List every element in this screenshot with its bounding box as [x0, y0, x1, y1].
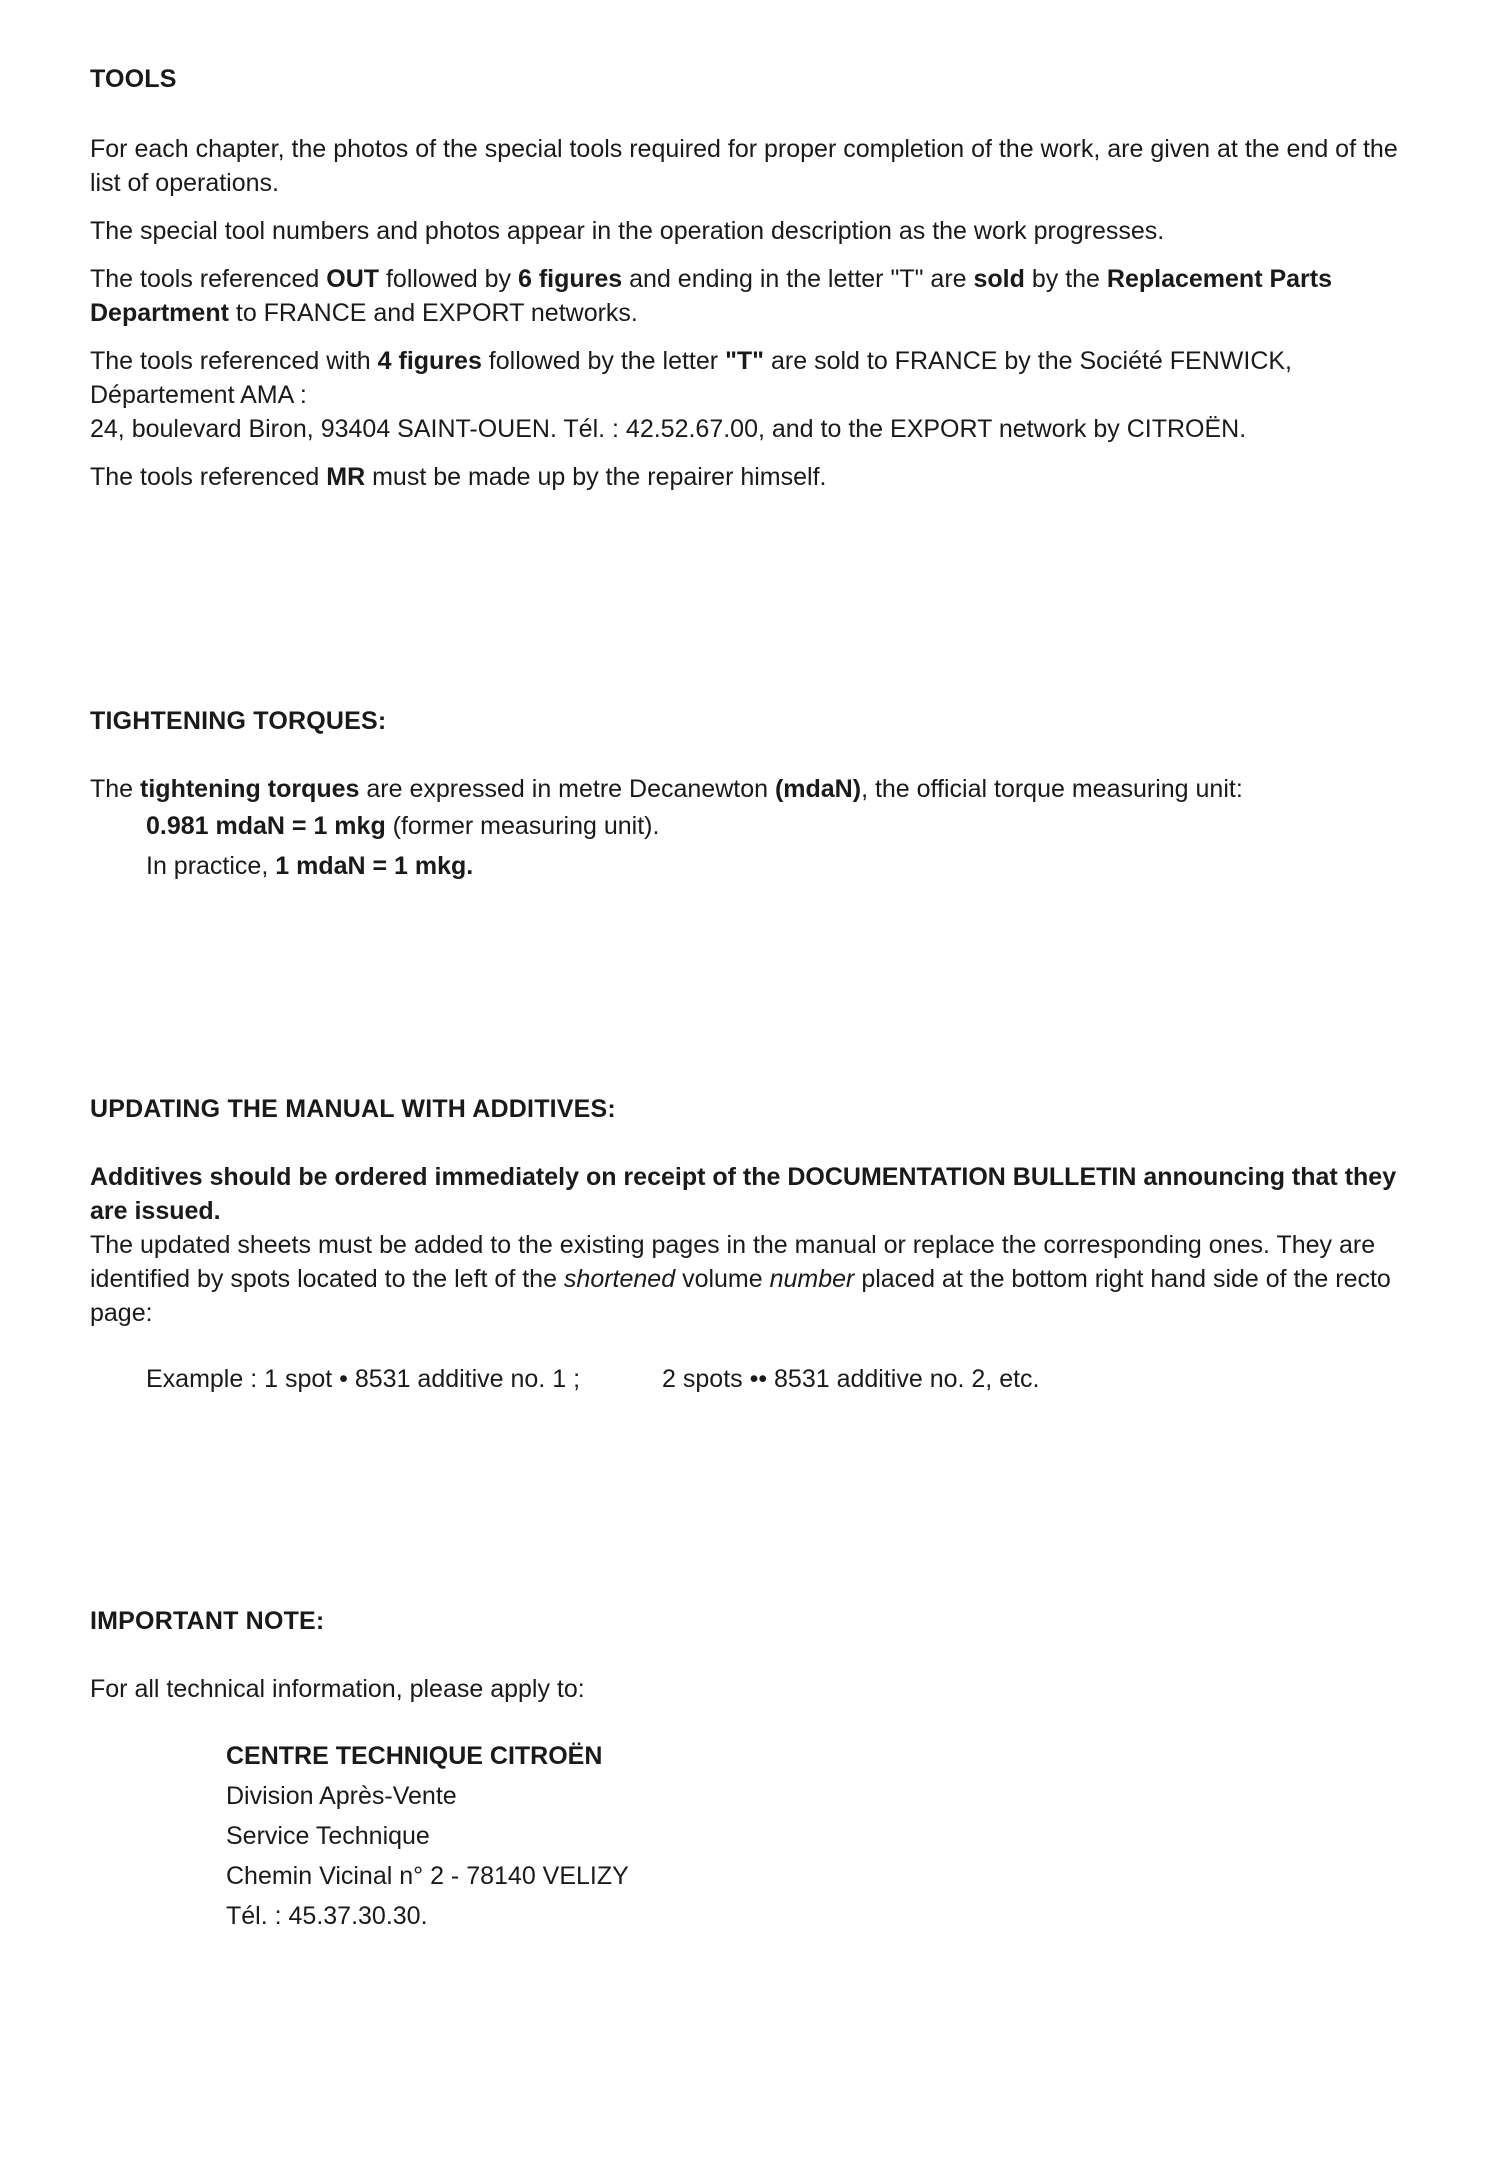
address-line-2: Service Technique: [226, 1822, 430, 1850]
note-intro: For all technical information, please apply to:: [90, 1675, 585, 1703]
address-line-3: Chemin Vicinal n° 2 - 78140 VELIZY: [226, 1862, 629, 1890]
tools-paragraph-4: The tools referenced with 4 figures followed by the letter "T" are sold to FRANCE by the Société FENWICK, Département AMA :: [90, 347, 1293, 409]
address-line-1: Division Après-Vente: [226, 1782, 457, 1810]
additive-example: [90, 1362, 1430, 1396]
torques-practice-line: In practice, 1 mdaN = 1 mkg.: [146, 852, 474, 880]
updating-section: [90, 1092, 1430, 1396]
address-line-4: Tél. : 45.37.30.30.: [226, 1902, 428, 1930]
tools-paragraph-1: For each chapter, the photos of the special tools required for proper completion of the work, are given at the end of the list of operations.: [90, 135, 1398, 197]
torques-paragraph: The tightening torques are expressed in metre Decanewton (mdaN), the official torque measuring unit:: [90, 775, 1243, 803]
note-heading: IMPORTANT NOTE:: [90, 1607, 325, 1635]
tools-paragraph-2: The special tool numbers and photos appear in the operation description as the work progresses.: [90, 217, 1165, 245]
torques-conversion-line: 0.981 mdaN = 1 mkg (former measuring unit).: [146, 812, 660, 840]
tools-heading: TOOLS: [90, 65, 177, 93]
address-name: CENTRE TECHNIQUE CITROËN: [226, 1742, 603, 1770]
tools-paragraph-5: The tools referenced MR must be made up by the repairer himself.: [90, 463, 827, 491]
tools-section: [90, 62, 1430, 494]
tools-paragraph-3: The tools referenced OUT followed by 6 figures and ending in the letter "T" are sold by the Replacement Parts Department to FRANCE and EXPORT networks.: [90, 265, 1333, 327]
tools-paragraph-4-address: 24, boulevard Biron, 93404 SAINT-OUEN. Tél. : 42.52.67.00, and to the EXPORT network by CITROËN.: [90, 415, 1247, 443]
additive-example-1: Example : 1 spot • 8531 additive no. 1 ;: [146, 1365, 581, 1393]
updating-heading: UPDATING THE MANUAL WITH ADDITIVES:: [90, 1095, 616, 1123]
updating-bold-paragraph: Additives should be ordered immediately on receipt of the DOCUMENTATION BULLETIN announcing that they are issued.: [90, 1163, 1397, 1225]
torques-heading: TIGHTENING TORQUES:: [90, 707, 387, 735]
additive-example-2: 2 spots •• 8531 additive no. 2, etc.: [662, 1365, 1040, 1393]
updating-paragraph: The updated sheets must be added to the existing pages in the manual or replace the corresponding ones. They are identified by spots located to the left of the shortened volume number placed at the bottom right hand side of the recto page:: [90, 1231, 1391, 1327]
note-section: [90, 1604, 1430, 1936]
contact-address: [90, 1736, 1430, 1936]
torques-section: [90, 704, 1430, 886]
